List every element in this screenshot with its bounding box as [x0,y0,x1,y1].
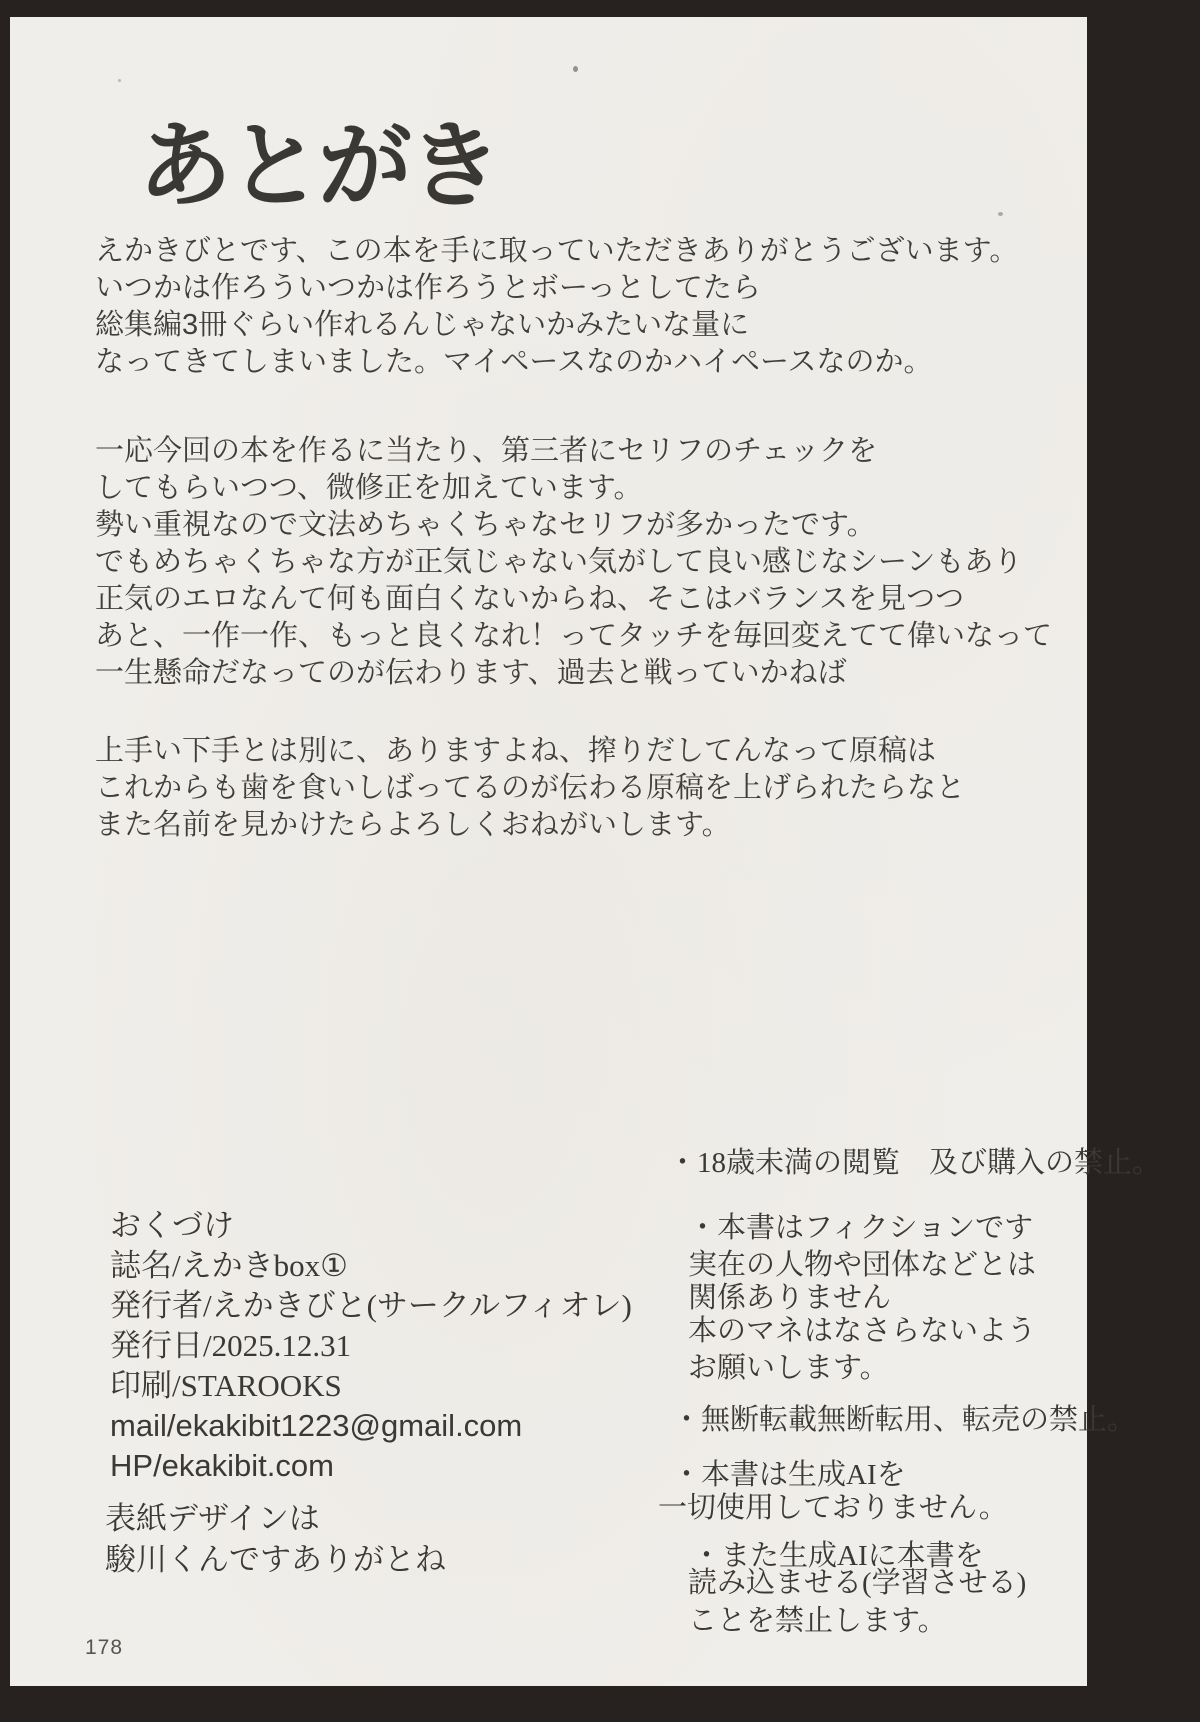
afterword-line: これからも歯を食いしばってるのが伝わる原稿を上げられたらなと [95,772,966,804]
legal-notice-line: ・無断転載無断転用、転売の禁止。 [672,1404,1137,1436]
afterword-paragraph-2 [95,433,1052,692]
legal-notice-line: ・また生成AIに本書を [692,1540,984,1572]
afterword-line: えかきびとです、この本を手に取っていただきありがとうございます。 [95,235,1019,267]
credit-line: 表紙デザインは [105,1501,320,1536]
legal-notice-line: 読み込ませる(学習させる) [688,1567,1027,1599]
afterword-line: あと、一作一作、もっと良くなれ！ってタッチを毎回変えてて偉いなって [95,620,1053,652]
afterword-line: してもらいつつ、微修正を加えています。 [95,472,643,504]
afterword-line: 一応今回の本を作るに当たり、第三者にセリフのチェックを [95,435,878,467]
scan-speck [998,212,1003,216]
paper-page [10,17,1162,1686]
colophon-line-mail: mail/ekakibit1223@gmail.com [110,1408,523,1443]
legal-notice-line: ことを禁止します。 [688,1605,947,1637]
legal-notice-line: ・18歳未満の閲覧 及び購入の禁止。 [668,1147,1162,1179]
legal-notice-line: ・本書はフィクションです [688,1212,1034,1244]
page-number: 178 [85,1636,124,1659]
colophon-line-date: 発行日/2025.12.31 [110,1328,352,1363]
colophon-heading: おくづけ [110,1208,234,1243]
legal-notice-line: お願いします。 [688,1352,889,1384]
colophon-line-publisher: 発行者/えかきびと(サークルフィオレ) [110,1288,632,1323]
credit-line: 駿川くんですありがとね [105,1542,446,1577]
scan-speck [118,79,121,82]
colophon-line-printer: 印刷/STAROOKS [110,1368,342,1403]
afterword-line: なってきてしまいました。マイペースなのかハイペースなのか。 [95,346,933,378]
legal-notice-line: 関係ありません [688,1282,892,1314]
cover-design-credit [105,1498,446,1580]
afterword-line: 上手い下手とは別に、ありますよね、搾りだしてんなって原稿は [95,735,937,767]
page-title: あとがき [138,115,499,219]
legal-notice-line: 一切使用しておりません。 [658,1492,1008,1524]
colophon-block [110,1206,632,1486]
legal-notice-line: ・本書は生成AIを [672,1459,906,1491]
afterword-paragraph-3 [95,733,965,844]
afterword-line: 総集編3冊ぐらい作れるんじゃないかみたいな量に [95,309,750,341]
afterword-line: でもめちゃくちゃな方が正気じゃない気がして良い感じなシーンもあり [95,546,1023,578]
afterword-line: 一生懸命だなってのが伝わります、過去と戦っていかねば [95,657,847,689]
afterword-line: 正気のエロなんて何も面白くないからね、そこはバランスを見つつ [95,583,965,615]
afterword-line: いつかは作ろういつかは作ろうとボーっとしてたら [95,272,761,304]
colophon-line-homepage: HP/ekakibit.com [110,1448,334,1483]
legal-notice-line: 本のマネはなさらないよう [688,1315,1037,1347]
afterword-line: 勢い重視なので文法めちゃくちゃなセリフが多かったです。 [95,509,876,541]
scan-speck [573,66,578,72]
legal-notice-line: 実在の人物や団体などとは [688,1249,1037,1281]
afterword-paragraph-1 [95,233,1018,381]
colophon-line-title: 誌名/えかきbox① [110,1248,348,1283]
afterword-line: また名前を見かけたらよろしくおねがいします。 [95,809,731,841]
